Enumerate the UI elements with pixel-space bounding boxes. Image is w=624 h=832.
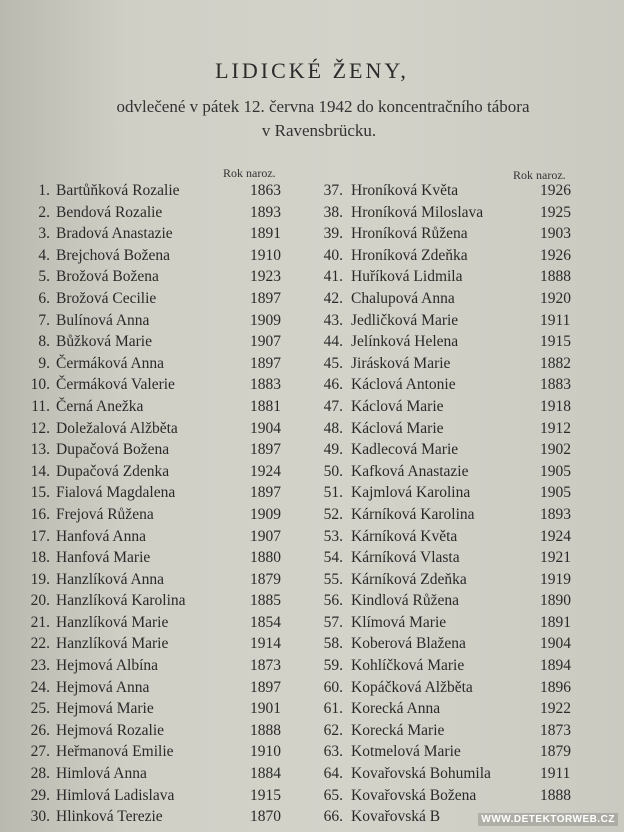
list-item [318,657,580,679]
entry-num: 56. [323,592,343,610]
entry-year: 1888 [250,721,281,739]
entry-name: Hanzlíková Marie [56,613,169,631]
list-item [318,290,580,312]
entry-name: Kárníková Karolina [351,505,475,523]
entry-name: Kindlová Růžena [351,592,460,610]
entry-name: Hanzlíková Anna [56,570,165,588]
names-list-left [28,182,300,830]
entry-name: Hejmová Marie [56,700,154,718]
list-item [28,787,300,809]
entry-num: 52. [323,505,343,523]
entry-name: Čermáková Valerie [56,376,175,394]
column-header-left: Rok naroz. [223,166,276,180]
entry-name: Jirásková Marie [351,354,451,372]
entry-name: Černá Anežka [56,397,144,415]
list-item [28,463,300,485]
list-item [318,463,580,485]
entry-name: Bulínová Anna [56,311,150,329]
entry-year: 1911 [540,311,571,329]
entry-name: Korecká Marie [351,721,445,739]
entry-num: 37. [323,182,343,199]
list-item [318,549,580,571]
entry-num: 54. [323,549,343,567]
entry-year: 1893 [250,203,281,221]
list-item [28,441,300,463]
list-item [318,506,580,528]
entry-num: 8. [38,333,50,351]
entry-name: Himlová Ladislava [56,786,175,804]
entry-name: Hejmová Albína [56,657,159,675]
entry-year: 1914 [250,635,281,653]
list-item [28,398,300,420]
entry-name: Koberová Blažena [351,635,466,653]
entry-year: 1910 [250,246,281,264]
list-item [318,679,580,701]
entry-name: Huříková Lidmila [351,268,463,286]
entry-year: 1873 [540,721,571,739]
entry-num: 38. [323,203,343,221]
entry-year: 1924 [540,527,571,545]
list-item [28,743,300,765]
entry-num: 46. [323,376,343,394]
list-item [28,506,300,528]
entry-year: 1897 [250,289,281,307]
entry-year: 1904 [540,635,571,653]
entry-num: 58. [323,635,343,653]
entry-name: Fialová Magdalena [56,484,176,502]
entry-year: 1897 [250,354,281,372]
entry-num: 5. [38,268,50,286]
entry-year: 1897 [250,678,281,696]
entry-num: 26. [30,721,50,739]
entry-name: Kadlecová Marie [351,441,459,459]
entry-year: 1904 [250,419,281,437]
list-item [318,355,580,377]
list-item [28,635,300,657]
column-header-right: Rok naroz. [513,168,566,182]
entry-name: Hroníková Růžena [351,225,468,243]
list-item [318,420,580,442]
entry-name: Hroníková Zdeňka [351,246,468,264]
entry-year: 1925 [540,203,571,221]
entry-name: Kajmlová Karolina [351,484,471,502]
entry-num: 66. [323,808,343,826]
list-item [28,614,300,636]
entry-year: 1924 [250,462,281,480]
list-item [318,204,580,226]
entry-year: 1926 [540,182,571,199]
entry-year: 1870 [250,808,281,826]
entry-year: 1854 [250,613,281,631]
entry-num: 6. [38,289,50,307]
list-item [28,808,300,830]
list-item [28,765,300,787]
entry-name: Kárníková Květa [351,527,458,545]
list-item [28,657,300,679]
entry-num: 29. [30,786,50,804]
entry-year: 1891 [540,613,571,631]
entry-name: Hroníková Květa [351,182,459,199]
entry-name: Kovařovská Božena [351,786,477,804]
entry-num: 61. [323,700,343,718]
entry-num: 19. [30,570,50,588]
list-item [28,528,300,550]
entry-num: 1. [38,182,50,199]
list-item [318,787,580,809]
entry-num: 9. [38,354,50,372]
entry-num: 13. [30,441,50,459]
entry-num: 27. [30,743,50,761]
entry-name: Káclová Antonie [351,376,456,394]
entry-year: 1909 [250,505,281,523]
list-item [318,225,580,247]
entry-num: 20. [30,592,50,610]
entry-year: 1912 [540,419,571,437]
entry-name: Brožová Božena [56,268,159,286]
list-item [318,700,580,722]
list-item [318,571,580,593]
entry-year: 1873 [250,657,281,675]
entry-year: 1919 [540,570,571,588]
entry-name: Káclová Marie [351,419,444,437]
entry-name: Kafková Anastazie [351,462,469,480]
entry-num: 47. [323,397,343,415]
entry-num: 12. [30,419,50,437]
list-item [318,247,580,269]
entry-num: 50. [323,462,343,480]
list-item [28,376,300,398]
entry-year: 1901 [250,700,281,718]
entry-year: 1922 [540,700,571,718]
entry-year: 1921 [540,549,571,567]
list-item [318,765,580,787]
entry-num: 25. [30,700,50,718]
entry-num: 40. [323,246,343,264]
entry-num: 28. [30,765,50,783]
entry-name: Frejová Růžena [56,505,154,523]
list-item [318,635,580,657]
entry-name: Hejmová Rozalie [56,721,165,739]
entry-num: 30. [30,808,50,826]
list-item [28,290,300,312]
entry-name: Hejmová Anna [56,678,150,696]
entry-name: Bendová Rozalie [56,203,163,221]
entry-num: 14. [30,462,50,480]
entry-name: Kovařovská B [351,808,441,826]
document-subtitle-place: v Ravensbrücku. [261,121,377,140]
entry-num: 11. [31,397,50,415]
list-item [28,679,300,701]
list-item [318,722,580,744]
entry-num: 42. [323,289,343,307]
entry-name: Kárníková Zdeňka [351,570,467,588]
list-item [28,182,300,204]
document-title: LIDICKÉ ŽENY, [215,58,409,83]
list-item [28,722,300,744]
entry-year: 1905 [540,462,571,480]
entry-year: 1882 [540,354,571,372]
list-item [318,614,580,636]
entry-year: 1909 [250,311,281,329]
entry-year: 1894 [540,657,571,675]
list-item [318,398,580,420]
entry-year: 1903 [540,225,571,243]
entry-name: Čermáková Anna [56,354,165,372]
entry-year: 1907 [250,333,281,351]
entry-num: 63. [323,743,343,761]
entry-name: Kotmelová Marie [351,743,461,761]
names-list-right [318,182,580,830]
entry-name: Káclová Marie [351,397,444,415]
entry-num: 17. [30,527,50,545]
entry-year: 1896 [540,678,571,696]
entry-year: 1883 [540,376,571,394]
entry-year: 1880 [250,549,281,567]
list-item [28,355,300,377]
entry-name: Hlinková Terezie [56,808,163,826]
entry-num: 53. [323,527,343,545]
entry-num: 60. [323,678,343,696]
entry-num: 59. [323,657,343,675]
entry-year: 1915 [540,333,571,351]
entry-num: 15. [30,484,50,502]
entry-num: 39. [323,225,343,243]
entry-name: Bůžková Marie [56,333,152,351]
entry-num: 21. [30,613,50,631]
entry-name: Hanfová Marie [56,549,151,567]
entry-name: Hanzlíková Karolina [56,592,186,610]
entry-year: 1883 [250,376,281,394]
list-item [318,268,580,290]
list-item [28,247,300,269]
entry-year: 1897 [250,484,281,502]
entry-name: Hanfová Anna [56,527,146,545]
entry-name: Bradová Anastazie [56,225,173,243]
entry-year: 1863 [250,182,281,199]
entry-name: Hroníková Miloslava [351,203,484,221]
entry-name: Dupačová Zdenka [56,462,170,480]
entry-name: Kárníková Vlasta [351,549,460,567]
watermark: WWW.DETEKTORWEB.CZ [478,813,618,826]
list-item [318,441,580,463]
entry-num: 51. [323,484,343,502]
entry-year: 1884 [250,765,281,783]
list-item [318,376,580,398]
entry-year: 1879 [540,743,571,761]
entry-num: 44. [323,333,343,351]
entry-name: Brejchová Božena [56,246,171,264]
list-item [28,484,300,506]
list-item [318,312,580,334]
entry-year: 1890 [540,592,571,610]
entry-num: 48. [323,419,343,437]
entry-year: 1926 [540,246,571,264]
entry-year: 1885 [250,592,281,610]
entry-name: Jedličková Marie [351,311,459,329]
entry-name: Chalupová Anna [351,289,455,307]
entry-year: 1915 [250,786,281,804]
entry-year: 1907 [250,527,281,545]
entry-name: Bartůňková Rozalie [56,182,180,199]
entry-year: 1902 [540,441,571,459]
entry-name: Kopáčková Alžběta [351,678,473,696]
entry-num: 55. [323,570,343,588]
entry-num: 57. [323,613,343,631]
list-item [28,700,300,722]
entry-name: Heřmanová Emilie [56,743,174,761]
entry-num: 45. [323,354,343,372]
list-item [318,528,580,550]
entry-num: 64. [323,765,343,783]
entry-num: 23. [30,657,50,675]
list-item [318,333,580,355]
entry-name: Dupačová Božena [56,441,170,459]
list-item [318,182,580,204]
list-item [28,549,300,571]
entry-num: 22. [30,635,50,653]
entry-year: 1920 [540,289,571,307]
entry-num: 4. [38,246,50,264]
entry-num: 62. [323,721,343,739]
list-item [28,571,300,593]
entry-year: 1893 [540,505,571,523]
entry-num: 3. [38,225,50,243]
entry-year: 1923 [250,268,281,286]
entry-num: 7. [38,311,50,329]
list-item [318,484,580,506]
document-subtitle: odvlečené v pátek 12. června 1942 do koncentračního tábora [116,97,530,116]
entry-year: 1891 [250,225,281,243]
list-item [28,420,300,442]
entry-num: 41. [323,268,343,286]
list-item [318,743,580,765]
list-item [318,592,580,614]
entry-name: Klímová Marie [351,613,447,631]
entry-name: Korecká Anna [351,700,441,718]
entry-year: 1911 [540,765,571,783]
entry-num: 10. [30,376,50,394]
entry-num: 49. [323,441,343,459]
list-item [28,204,300,226]
entry-num: 2. [38,203,50,221]
entry-name: Himlová Anna [56,765,147,783]
entry-name: Hanzlíková Marie [56,635,169,653]
entry-name: Kohlíčková Marie [351,657,465,675]
entry-name: Jelínková Helena [351,333,459,351]
entry-name: Doležalová Alžběta [56,419,178,437]
entry-year: 1888 [540,268,571,286]
entry-num: 24. [30,678,50,696]
entry-year: 1918 [540,397,571,415]
entry-year: 1888 [540,786,571,804]
entry-year: 1905 [540,484,571,502]
list-item [28,333,300,355]
entry-year: 1879 [250,570,281,588]
entry-year: 1881 [250,397,281,415]
entry-num: 18. [30,549,50,567]
entry-name: Kovařovská Bohumila [351,765,491,783]
list-item [28,268,300,290]
entry-name: Brožová Cecilie [56,289,157,307]
entry-year: 1897 [250,441,281,459]
entry-num: 65. [323,786,343,804]
entry-num: 43. [323,311,343,329]
entry-year: 1910 [250,743,281,761]
list-item [28,225,300,247]
list-item [28,312,300,334]
entry-num: 16. [30,505,50,523]
list-item [28,592,300,614]
